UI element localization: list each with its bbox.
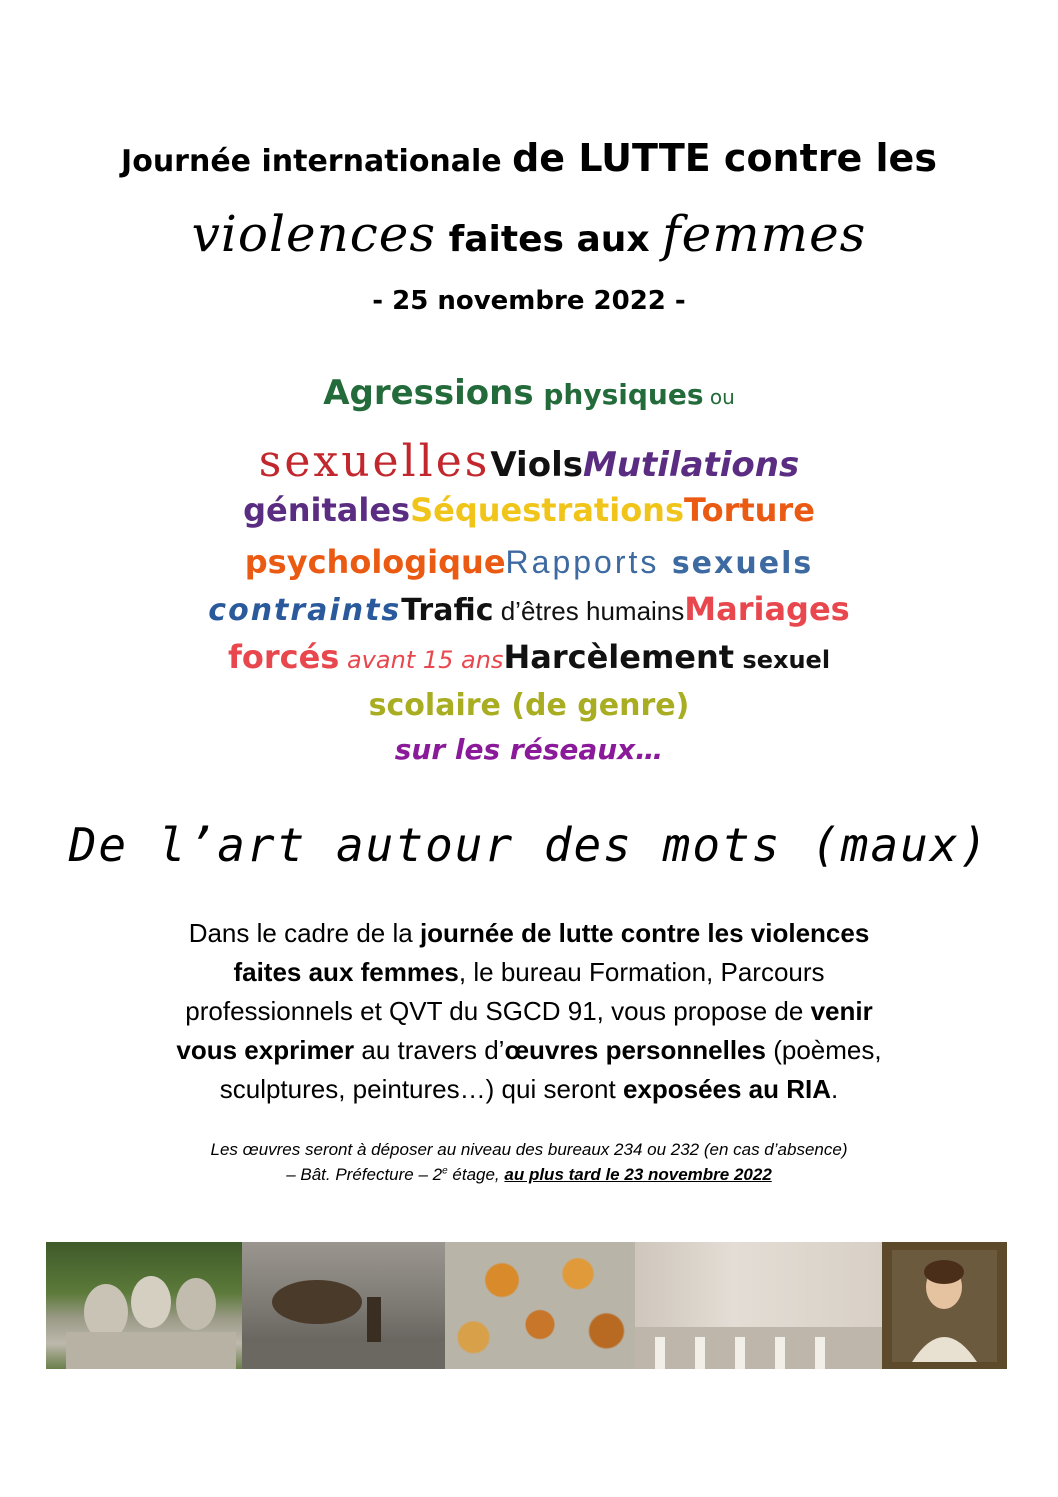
word-viols: Viols (490, 445, 583, 485)
p4-bold-b: œuvres personnelles (504, 1035, 766, 1065)
word-trafic: Trafic (401, 593, 494, 628)
cloud-line-3 (0, 491, 1058, 529)
paragraph-line-2 (0, 953, 1058, 992)
gallery-corridor-image (635, 1242, 882, 1369)
title-big-part: de LUTTE contre les (512, 136, 937, 180)
note-floor: étage, (447, 1165, 505, 1184)
word-sexuelles: sexuelles (258, 436, 491, 487)
p4-bold-a: vous exprimer (176, 1035, 355, 1065)
busts-illustration (46, 1242, 242, 1369)
portrait-painting-image (882, 1242, 1007, 1369)
p1-bold: journée de lutte contre les violences (419, 918, 870, 948)
word-reseaux: sur les réseaux… (394, 733, 664, 766)
word-harcelement: Harcèlement (503, 638, 735, 676)
p5-bold: exposées au RIA (622, 1074, 832, 1104)
title-line-1 (0, 136, 1058, 180)
p4-text-a: au travers d’ (354, 1035, 505, 1065)
title-line-2 (0, 205, 1058, 263)
word-physiques: physiques (533, 378, 704, 411)
word-avant-15-ans: avant 15 ans (339, 646, 504, 674)
p1-text: Dans le cadre de la (188, 918, 420, 948)
portrait-illustration (882, 1242, 1007, 1369)
event-date: - 25 novembre 2022 - (372, 286, 686, 316)
title-violences: violences (191, 205, 437, 263)
p2-bold: faites aux femmes (233, 957, 459, 987)
photo-strip (46, 1242, 1007, 1369)
cloud-line-5 (0, 590, 1058, 628)
word-mutilations: Mutilations (582, 445, 800, 485)
note-location: – Bât. Préfecture – 2 (286, 1165, 443, 1184)
word-etres-humains: d’êtres humains (493, 596, 685, 626)
title-faites-aux: faites aux (436, 219, 663, 260)
title-small-part: Journée internationale (121, 144, 513, 179)
word-psychologique: psychologique (244, 543, 506, 581)
word-genitales: génitales (243, 491, 411, 529)
word-torture: Torture (684, 491, 815, 529)
p5-text: sculptures, peintures…) qui seront (219, 1074, 623, 1104)
word-mariages: Mariages (684, 590, 850, 628)
p3-bold: venir (810, 996, 873, 1026)
note-line-2 (0, 1165, 1058, 1185)
word-scolaire: scolaire (de genre) (368, 688, 690, 723)
bull-and-girl-image (242, 1242, 445, 1369)
word-sequestrations: Séquestrations (410, 491, 684, 529)
deadline: au plus tard le 23 novembre 2022 (504, 1165, 772, 1184)
note-line-1: Les œuvres seront à déposer au niveau des bureaux 234 ou 232 (en cas d’absence) (210, 1140, 848, 1159)
paragraph-line-4 (0, 1031, 1058, 1070)
p4-text-b: (poèmes, (765, 1035, 882, 1065)
cloud-line-1 (0, 373, 1058, 413)
word-contraints: contraints (208, 593, 402, 628)
cloud-line-6 (0, 638, 1058, 676)
corridor-illustration (635, 1242, 882, 1369)
art-heading: De l’art autour des mots (maux) (68, 818, 990, 872)
word-sexuels: sexuels (659, 546, 814, 581)
p5-period: . (831, 1074, 839, 1104)
flower-artwork-image (445, 1242, 635, 1369)
word-ou: ou (703, 385, 735, 409)
word-rapports: Rapports (505, 544, 660, 580)
bull-illustration (242, 1242, 445, 1369)
paragraph-line-3 (0, 992, 1058, 1031)
word-forces: forcés (227, 638, 340, 676)
title-femmes: femmes (662, 205, 867, 263)
p3-text: professionnels et QVT du SGCD 91, vous propose de (185, 996, 811, 1026)
word-agressions: Agressions (323, 373, 534, 413)
p2-text: , le bureau Formation, Parcours (458, 957, 825, 987)
paragraph-line-1 (0, 914, 1058, 953)
word-sexuel: sexuel (734, 646, 831, 674)
paragraph-line-5 (0, 1070, 1058, 1109)
sculpture-busts-image (46, 1242, 242, 1369)
cloud-line-4 (0, 543, 1058, 581)
cloud-line-2 (0, 436, 1058, 487)
note-superscript: e (442, 1165, 448, 1177)
